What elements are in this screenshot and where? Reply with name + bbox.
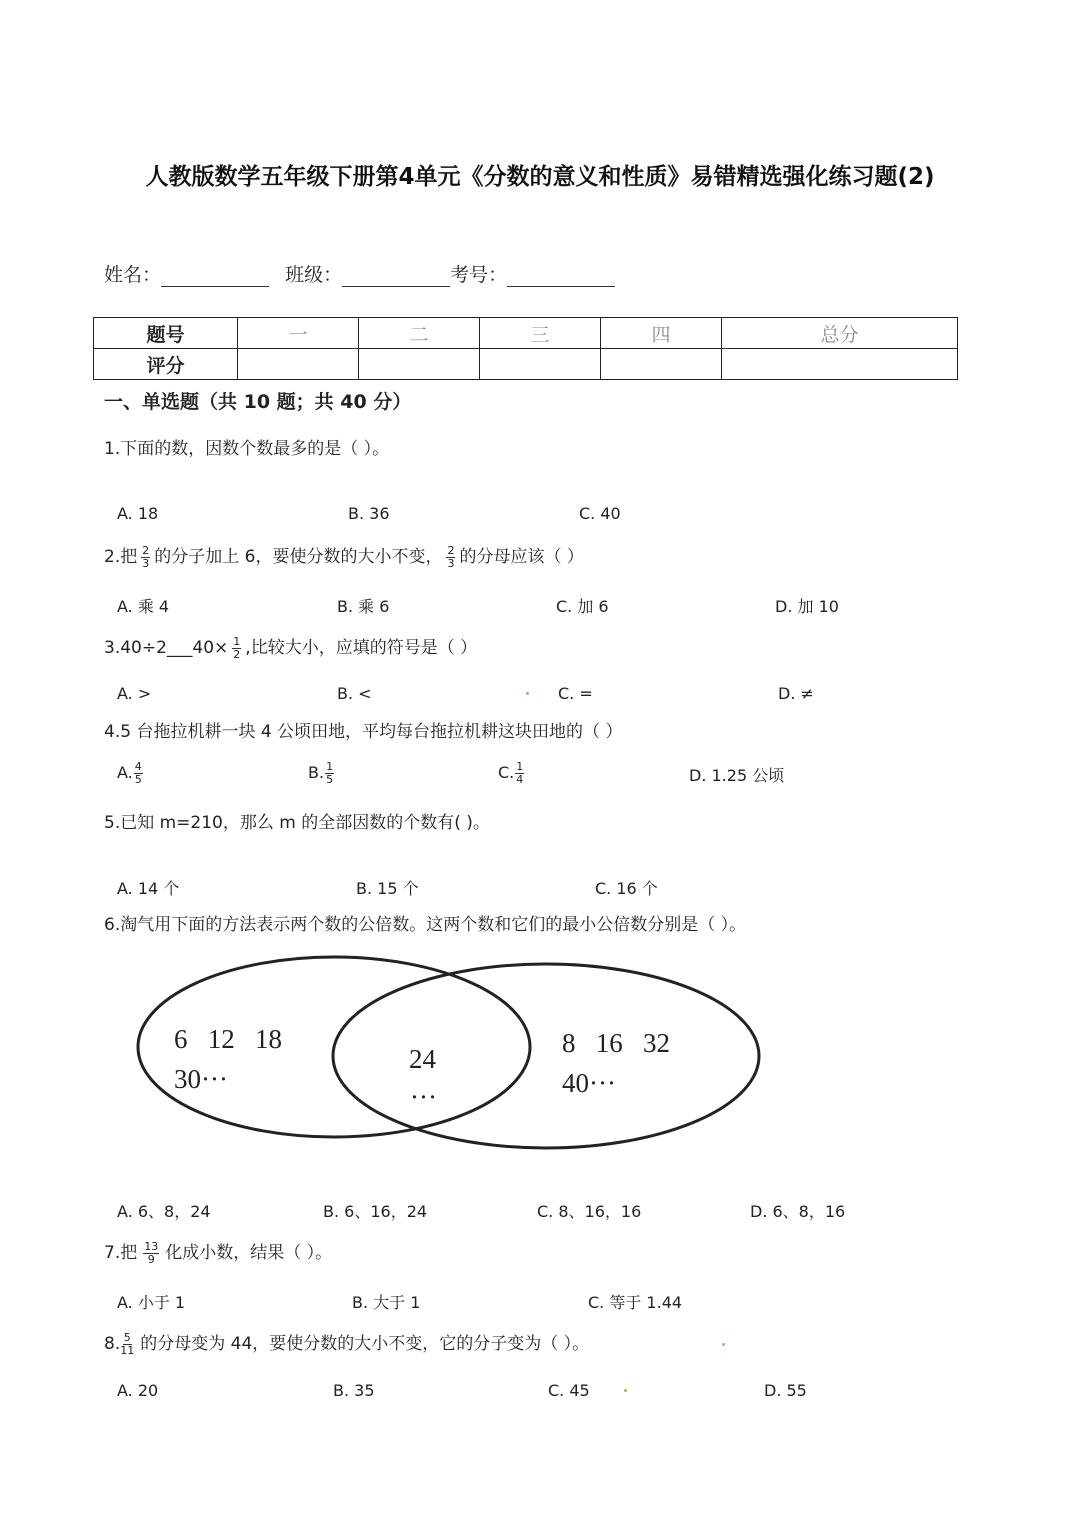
score-row-label: 评分 [94, 349, 238, 380]
student-info-row [104, 260, 615, 287]
q6-option-d: D. 6、8，16 [750, 1202, 846, 1221]
q8-option-d: D. 55 [764, 1381, 807, 1400]
q2-stem-part: 2.把 [104, 547, 138, 567]
venn-right-numbers-2: 40··· [562, 1068, 616, 1098]
q4-option-c [498, 758, 528, 788]
q3-option-d: D. ≠ [778, 684, 814, 703]
venn-left-numbers-2: 30··· [174, 1064, 228, 1094]
q6-option-a: A. 6、8，24 [117, 1202, 211, 1221]
q7-fraction [143, 1241, 159, 1266]
q4-option-a-fraction [134, 761, 143, 786]
q4-option-c-fraction [515, 761, 524, 786]
page-title: 人教版数学五年级下册第4单元《分数的意义和性质》易错精选强化练习题(2) [145, 164, 935, 190]
score-cell [238, 349, 359, 380]
fraction-denominator: 5 [326, 773, 334, 786]
score-table-cell: 题号 [94, 318, 238, 349]
score-table-cell: 二 [359, 318, 480, 349]
fraction-numerator: 13 [144, 1239, 159, 1253]
venn-diagram [130, 950, 770, 1170]
fraction-numerator: 1 [233, 634, 241, 648]
q4-option-d: D. 1.25 公顷 [689, 766, 785, 785]
fraction-denominator: 4 [516, 773, 524, 786]
q3-option-c: C. = [558, 684, 593, 703]
fraction-numerator: 5 [123, 1330, 131, 1344]
q1-option-c: C. 40 [579, 504, 621, 523]
venn-common-number: 24 [409, 1044, 436, 1074]
q8-fraction [120, 1332, 134, 1357]
q3-fraction [232, 636, 241, 661]
q2-option-d: D. 加 10 [775, 597, 839, 616]
id-blank [507, 266, 615, 287]
fraction-numerator: 2 [142, 543, 150, 557]
section-heading: 一、单选题（共 10 题；共 40 分） [104, 391, 412, 413]
fraction-numerator: 1 [326, 760, 334, 773]
fraction-denominator: 3 [142, 556, 150, 570]
venn-left-numbers: 6 12 18 [174, 1024, 282, 1054]
fraction-denominator: 11 [120, 1343, 135, 1357]
question-8-stem [104, 1328, 589, 1360]
q2-stem-part: 的分子加上 6，要使分数的大小不变， [154, 547, 443, 567]
q2-fraction-2 [446, 545, 455, 570]
q7-option-c: C. 等于 1.44 [588, 1293, 683, 1312]
id-label: 考号： [450, 264, 508, 286]
score-table-score-row [94, 349, 958, 380]
venn-right-numbers: 8 16 32 [562, 1028, 670, 1058]
q3-stem-part: 3.40÷2___40× [104, 638, 229, 658]
fraction-denominator: 5 [134, 773, 142, 786]
score-cell [601, 349, 722, 380]
q4-option-b [308, 758, 338, 788]
q2-option-a: A. 乘 4 [117, 597, 170, 616]
question-4-stem: 4.5 台拖拉机耕一块 4 公顷田地，平均每台拖拉机耕这块田地的（ ） [104, 722, 623, 742]
q8-stem-part: 8. [104, 1334, 121, 1354]
fraction-numerator: 1 [516, 760, 524, 773]
fraction-denominator: 9 [147, 1252, 155, 1266]
question-3-stem [104, 632, 477, 664]
q2-stem-part: 的分母应该（ ） [459, 547, 584, 567]
option-label: A. [117, 763, 133, 782]
score-table-cell: 总分 [722, 318, 958, 349]
score-table [93, 317, 958, 380]
speck [624, 1389, 627, 1392]
name-blank [161, 266, 269, 287]
q7-option-b: B. 大于 1 [352, 1293, 421, 1312]
q3-option-b: B. < [337, 684, 372, 703]
question-1-stem: 1.下面的数，因数个数最多的是（ ）。 [104, 439, 390, 459]
fraction-numerator: 2 [447, 543, 455, 557]
q3-option-a: A. > [117, 684, 152, 703]
q1-option-b: B. 36 [348, 504, 390, 523]
q2-option-b: B. 乘 6 [337, 597, 390, 616]
q3-stem-part: ,比较大小，应填的符号是（ ） [245, 638, 478, 658]
q5-option-a: A. 14 个 [117, 879, 180, 898]
question-6-stem: 6.淘气用下面的方法表示两个数的公倍数。这两个数和它们的最小公倍数分别是（ ）。 [104, 915, 747, 935]
class-blank [342, 266, 450, 287]
venn-right-ellipse [333, 964, 759, 1148]
q6-option-b: B. 6、16，24 [323, 1202, 428, 1221]
fraction-numerator: 4 [134, 760, 142, 773]
q5-option-c: C. 16 个 [595, 879, 658, 898]
q6-option-c: C. 8、16，16 [537, 1202, 642, 1221]
q7-option-a: A. 小于 1 [117, 1293, 186, 1312]
fraction-denominator: 2 [233, 647, 241, 661]
question-2-stem [104, 541, 584, 573]
name-label: 姓名： [104, 264, 162, 286]
score-table-header-row [94, 318, 958, 349]
q4-option-a [117, 758, 147, 788]
class-label: 班级： [285, 264, 343, 286]
q8-option-a: A. 20 [117, 1381, 159, 1400]
q8-stem-part: 的分母变为 44，要使分数的大小不变，它的分子变为（ ）。 [140, 1334, 590, 1354]
q8-option-b: B. 35 [333, 1381, 375, 1400]
option-label: C. [498, 763, 515, 782]
q2-fraction-1 [141, 545, 150, 570]
q4-option-b-fraction [325, 761, 334, 786]
q8-option-c: C. 45 [548, 1381, 590, 1400]
fraction-denominator: 3 [447, 556, 455, 570]
q7-stem-part: 7.把 [104, 1243, 138, 1263]
score-cell [359, 349, 480, 380]
question-5-stem: 5.已知 m=210，那么 m 的全部因数的个数有( )。 [104, 813, 490, 833]
q7-stem-part: 化成小数，结果（ ）。 [165, 1243, 333, 1263]
speck [526, 692, 529, 695]
venn-common-ellipsis: ··· [410, 1082, 437, 1112]
speck [722, 1343, 725, 1346]
option-label: B. [308, 763, 325, 782]
q5-option-b: B. 15 个 [356, 879, 419, 898]
q1-option-a: A. 18 [117, 504, 159, 523]
question-7-stem [104, 1237, 332, 1269]
score-cell [480, 349, 601, 380]
q2-option-c: C. 加 6 [556, 597, 609, 616]
score-table-cell: 一 [238, 318, 359, 349]
score-table-cell: 三 [480, 318, 601, 349]
score-table-cell: 四 [601, 318, 722, 349]
score-cell [722, 349, 958, 380]
